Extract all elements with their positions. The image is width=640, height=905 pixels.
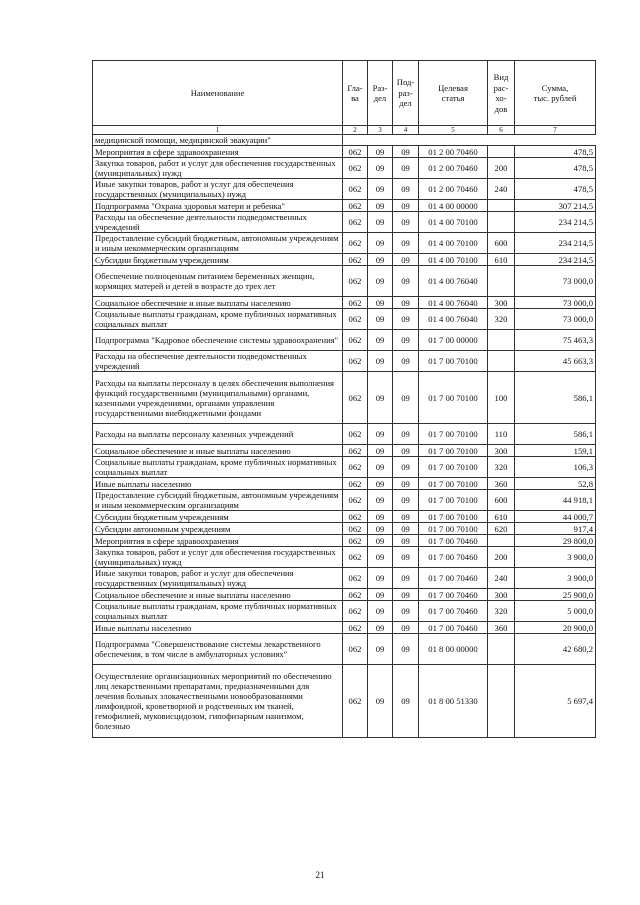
row-target: 01 4 00 70100 <box>419 212 488 233</box>
table-row <box>93 200 596 212</box>
row-target: 01 4 00 70100 <box>419 233 488 254</box>
table-row <box>93 634 596 665</box>
row-subsection: 09 <box>393 547 419 568</box>
row-subsection: 09 <box>393 589 419 601</box>
row-exptype: 600 <box>488 233 515 254</box>
row-sum: 45 663,3 <box>515 351 596 372</box>
row-target: 01 7 00 70460 <box>419 535 488 547</box>
row-name: Подпрограмма "Охрана здоровья матери и ребенка" <box>93 200 343 212</box>
row-sum: 478,5 <box>515 146 596 158</box>
row-target: 01 7 00 00000 <box>419 330 488 351</box>
header-sum-text: Сумма, тыс. рублей <box>533 82 577 103</box>
header-section <box>368 61 393 126</box>
row-exptype <box>488 330 515 351</box>
row-sum: 20 900,0 <box>515 622 596 634</box>
row-subsection: 09 <box>393 445 419 457</box>
col-index-1: 1 <box>93 126 343 135</box>
row-name: Иные выплаты населению <box>93 478 343 490</box>
row-section: 09 <box>368 309 393 330</box>
row-exptype: 620 <box>488 523 515 535</box>
header-name <box>93 61 343 126</box>
row-subsection: 09 <box>393 372 419 424</box>
row-chapter: 062 <box>343 309 368 330</box>
row-target: 01 7 00 70460 <box>419 622 488 634</box>
row-section: 09 <box>368 445 393 457</box>
row-chapter: 062 <box>343 200 368 212</box>
row-target: 01 8 00 51330 <box>419 665 488 738</box>
row-target: 01 7 00 70100 <box>419 372 488 424</box>
row-exptype <box>488 351 515 372</box>
row-sum: 42 680,2 <box>515 634 596 665</box>
row-chapter: 062 <box>343 297 368 309</box>
row-subsection: 09 <box>393 457 419 478</box>
row-sum: 52,8 <box>515 478 596 490</box>
table-row <box>93 372 596 424</box>
row-section: 09 <box>368 535 393 547</box>
row-name: Мероприятия в сфере здравоохранения <box>93 535 343 547</box>
row-section: 09 <box>368 424 393 445</box>
row-exptype: 200 <box>488 158 515 179</box>
row-exptype: 320 <box>488 457 515 478</box>
row-section: 09 <box>368 146 393 158</box>
table-row <box>93 254 596 266</box>
row-section: 09 <box>368 457 393 478</box>
header-chapter <box>343 61 368 126</box>
row-chapter: 062 <box>343 523 368 535</box>
row-sum: 3 900,0 <box>515 568 596 589</box>
row-sum: 478,5 <box>515 179 596 200</box>
table-row <box>93 665 596 738</box>
row-subsection: 09 <box>393 478 419 490</box>
row-section: 09 <box>368 330 393 351</box>
row-chapter: 062 <box>343 146 368 158</box>
row-name: Социальное обеспечение и иные выплаты населению <box>93 589 343 601</box>
row-sum: 478,5 <box>515 158 596 179</box>
row-exptype: 300 <box>488 297 515 309</box>
row-chapter: 062 <box>343 547 368 568</box>
table-row <box>93 589 596 601</box>
row-sum: 234 214,5 <box>515 212 596 233</box>
row-exptype <box>488 146 515 158</box>
header-exptype <box>488 61 515 126</box>
continuation-row <box>93 135 596 146</box>
row-section: 09 <box>368 568 393 589</box>
table-row <box>93 146 596 158</box>
table-row <box>93 547 596 568</box>
row-sum: 586,1 <box>515 424 596 445</box>
row-chapter: 062 <box>343 535 368 547</box>
col-index-6: 6 <box>488 126 515 135</box>
row-target: 01 4 00 76040 <box>419 266 488 297</box>
row-name: Расходы на обеспечение деятельности подведомственных учреждений <box>93 351 343 372</box>
col-index-2: 2 <box>343 126 368 135</box>
row-target: 01 2 00 70460 <box>419 158 488 179</box>
row-section: 09 <box>368 297 393 309</box>
row-subsection: 09 <box>393 601 419 622</box>
header-chapter-text: Гла- ва <box>347 82 363 103</box>
header-name-text: Наименование <box>190 87 245 98</box>
row-sum: 73 000,0 <box>515 309 596 330</box>
row-section: 09 <box>368 478 393 490</box>
row-section: 09 <box>368 200 393 212</box>
row-section: 09 <box>368 158 393 179</box>
table-row <box>93 568 596 589</box>
table-row <box>93 309 596 330</box>
row-chapter: 062 <box>343 212 368 233</box>
row-name: Социальные выплаты гражданам, кроме публичных нормативных социальных выплат <box>93 601 343 622</box>
row-chapter: 062 <box>343 424 368 445</box>
header-section-text: Раз- дел <box>372 82 388 103</box>
row-exptype: 610 <box>488 254 515 266</box>
row-target: 01 7 00 70460 <box>419 568 488 589</box>
row-sum: 44 000,7 <box>515 511 596 523</box>
row-exptype <box>488 200 515 212</box>
row-section: 09 <box>368 523 393 535</box>
row-exptype: 320 <box>488 601 515 622</box>
row-exptype: 320 <box>488 309 515 330</box>
col-index-7: 7 <box>515 126 596 135</box>
row-sum: 106,3 <box>515 457 596 478</box>
table-row <box>93 622 596 634</box>
row-target: 01 4 00 00000 <box>419 200 488 212</box>
row-subsection: 09 <box>393 490 419 511</box>
table-row <box>93 266 596 297</box>
row-exptype <box>488 266 515 297</box>
row-subsection: 09 <box>393 351 419 372</box>
row-target: 01 7 00 70100 <box>419 351 488 372</box>
row-section: 09 <box>368 665 393 738</box>
page-number: 21 <box>315 870 325 880</box>
row-name: Расходы на выплаты персоналу казенных учреждений <box>93 424 343 445</box>
row-exptype <box>488 212 515 233</box>
row-name: Подпрограмма "Совершенствование системы лекарственного обеспечения, в том числе в амбулаторных условиях" <box>93 634 343 665</box>
row-chapter: 062 <box>343 254 368 266</box>
table-row <box>93 212 596 233</box>
row-target: 01 7 00 70100 <box>419 457 488 478</box>
table-header-row <box>93 61 596 126</box>
row-name: Закупка товаров, работ и услуг для обеспечения государственных (муниципальных) нужд <box>93 547 343 568</box>
row-section: 09 <box>368 490 393 511</box>
row-subsection: 09 <box>393 266 419 297</box>
row-subsection: 09 <box>393 535 419 547</box>
continuation-empty <box>343 135 596 146</box>
row-name: Обеспечение полноценным питанием беременных женщин, кормящих матерей и детей в возрасте до трех лет <box>93 266 343 297</box>
document-page <box>92 60 595 738</box>
row-target: 01 4 00 70100 <box>419 254 488 266</box>
row-sum: 307 214,5 <box>515 200 596 212</box>
row-sum: 234 214,5 <box>515 254 596 266</box>
row-chapter: 062 <box>343 511 368 523</box>
table-row <box>93 424 596 445</box>
row-section: 09 <box>368 511 393 523</box>
row-target: 01 7 00 70100 <box>419 523 488 535</box>
row-sum: 44 918,1 <box>515 490 596 511</box>
row-subsection: 09 <box>393 200 419 212</box>
row-sum: 73 000,0 <box>515 297 596 309</box>
header-exptype-text: Вид рас- хо- дов <box>493 72 509 114</box>
row-sum: 29 800,0 <box>515 535 596 547</box>
budget-table <box>92 60 596 738</box>
table-row <box>93 330 596 351</box>
row-name: Социальное обеспечение и иные выплаты населению <box>93 297 343 309</box>
table-row <box>93 297 596 309</box>
row-chapter: 062 <box>343 589 368 601</box>
row-target: 01 7 00 70100 <box>419 445 488 457</box>
row-chapter: 062 <box>343 445 368 457</box>
row-chapter: 062 <box>343 457 368 478</box>
table-row <box>93 535 596 547</box>
table-row <box>93 490 596 511</box>
column-index-row <box>93 126 596 135</box>
row-name: Социальное обеспечение и иные выплаты населению <box>93 445 343 457</box>
row-exptype: 240 <box>488 568 515 589</box>
row-exptype <box>488 665 515 738</box>
row-chapter: 062 <box>343 266 368 297</box>
row-chapter: 062 <box>343 665 368 738</box>
row-target: 01 8 00 00000 <box>419 634 488 665</box>
row-chapter: 062 <box>343 330 368 351</box>
table-row <box>93 158 596 179</box>
col-index-3: 3 <box>368 126 393 135</box>
row-exptype: 610 <box>488 511 515 523</box>
row-sum: 159,1 <box>515 445 596 457</box>
col-index-4: 4 <box>393 126 419 135</box>
row-section: 09 <box>368 601 393 622</box>
row-exptype: 110 <box>488 424 515 445</box>
row-exptype <box>488 634 515 665</box>
row-subsection: 09 <box>393 511 419 523</box>
row-chapter: 062 <box>343 634 368 665</box>
row-chapter: 062 <box>343 233 368 254</box>
row-section: 09 <box>368 589 393 601</box>
row-name: Иные закупки товаров, работ и услуг для обеспечения государственных (муниципальных) нужд <box>93 179 343 200</box>
row-subsection: 09 <box>393 330 419 351</box>
row-subsection: 09 <box>393 622 419 634</box>
row-name: Предоставление субсидий бюджетным, автономным учреждениям и иным некоммерческим организациям <box>93 233 343 254</box>
row-name: Расходы на выплаты персоналу в целях обеспечения выполнения функций государственными (муниципальными) органами, казенными учреждениями, органами управления государственными внебюджетными фондами <box>93 372 343 424</box>
row-name: Подпрограмма "Кадровое обеспечение системы здравоохранения" <box>93 330 343 351</box>
table-row <box>93 601 596 622</box>
row-target: 01 7 00 70100 <box>419 478 488 490</box>
row-subsection: 09 <box>393 523 419 535</box>
row-section: 09 <box>368 547 393 568</box>
row-sum: 234 214,5 <box>515 233 596 254</box>
row-name: Субсидии бюджетным учреждениям <box>93 511 343 523</box>
row-name: Осуществление организационных мероприятий по обеспечению лиц лекарственными препаратами, предназначенными для лечения больных злокачественными новообразованиями лимфоидной, кроветворной и родственных им тканей, гемофилией, муковисцидозом, гипофизарным нанизмом, болезнью <box>93 665 343 738</box>
row-subsection: 09 <box>393 146 419 158</box>
row-chapter: 062 <box>343 601 368 622</box>
row-subsection: 09 <box>393 568 419 589</box>
row-subsection: 09 <box>393 424 419 445</box>
row-name: Социальные выплаты гражданам, кроме публичных нормативных социальных выплат <box>93 457 343 478</box>
row-section: 09 <box>368 233 393 254</box>
row-subsection: 09 <box>393 212 419 233</box>
row-exptype: 300 <box>488 589 515 601</box>
row-sum: 73 000,0 <box>515 266 596 297</box>
table-row <box>93 445 596 457</box>
row-subsection: 09 <box>393 634 419 665</box>
row-target: 01 7 00 70460 <box>419 601 488 622</box>
row-chapter: 062 <box>343 478 368 490</box>
row-target: 01 7 00 70100 <box>419 490 488 511</box>
row-section: 09 <box>368 254 393 266</box>
row-chapter: 062 <box>343 372 368 424</box>
row-chapter: 062 <box>343 490 368 511</box>
row-chapter: 062 <box>343 351 368 372</box>
row-target: 01 2 00 70460 <box>419 146 488 158</box>
row-section: 09 <box>368 622 393 634</box>
row-name: Мероприятия в сфере здравоохранения <box>93 146 343 158</box>
row-exptype: 600 <box>488 490 515 511</box>
row-subsection: 09 <box>393 297 419 309</box>
col-index-5: 5 <box>419 126 488 135</box>
row-target: 01 4 00 76040 <box>419 297 488 309</box>
continuation-text: медицинской помощи, медицинской эвакуации" <box>93 135 343 146</box>
row-exptype: 360 <box>488 478 515 490</box>
row-target: 01 2 00 70460 <box>419 179 488 200</box>
row-chapter: 062 <box>343 568 368 589</box>
row-section: 09 <box>368 351 393 372</box>
row-section: 09 <box>368 372 393 424</box>
row-exptype: 300 <box>488 445 515 457</box>
row-exptype: 240 <box>488 179 515 200</box>
header-subsection-text: Под- раз- дел <box>396 77 415 109</box>
row-subsection: 09 <box>393 254 419 266</box>
row-target: 01 7 00 70100 <box>419 511 488 523</box>
row-name: Расходы на обеспечение деятельности подведомственных учреждений <box>93 212 343 233</box>
row-name: Закупка товаров, работ и услуг для обеспечения государственных (муниципальных) нужд <box>93 158 343 179</box>
row-sum: 75 463,3 <box>515 330 596 351</box>
table-row <box>93 457 596 478</box>
row-sum: 5 697,4 <box>515 665 596 738</box>
table-row <box>93 351 596 372</box>
row-name: Субсидии автономным учреждениям <box>93 523 343 535</box>
table-row <box>93 233 596 254</box>
row-sum: 5 000,0 <box>515 601 596 622</box>
row-subsection: 09 <box>393 665 419 738</box>
row-exptype: 360 <box>488 622 515 634</box>
row-subsection: 09 <box>393 309 419 330</box>
row-sum: 3 900,0 <box>515 547 596 568</box>
row-chapter: 062 <box>343 158 368 179</box>
table-row <box>93 478 596 490</box>
row-sum: 917,4 <box>515 523 596 535</box>
row-name: Иные закупки товаров, работ и услуг для обеспечения государственных (муниципальных) нужд <box>93 568 343 589</box>
row-section: 09 <box>368 266 393 297</box>
table-row <box>93 179 596 200</box>
row-target: 01 7 00 70460 <box>419 589 488 601</box>
header-target-text: Целевая статья <box>438 82 468 103</box>
table-row <box>93 511 596 523</box>
row-chapter: 062 <box>343 622 368 634</box>
row-chapter: 062 <box>343 179 368 200</box>
row-target: 01 7 00 70460 <box>419 547 488 568</box>
row-exptype: 100 <box>488 372 515 424</box>
row-section: 09 <box>368 212 393 233</box>
row-subsection: 09 <box>393 179 419 200</box>
header-subsection <box>393 61 419 126</box>
row-sum: 25 900,0 <box>515 589 596 601</box>
row-exptype <box>488 535 515 547</box>
row-exptype: 200 <box>488 547 515 568</box>
row-name: Субсидии бюджетным учреждениям <box>93 254 343 266</box>
row-section: 09 <box>368 634 393 665</box>
row-name: Иные выплаты населению <box>93 622 343 634</box>
table-row <box>93 523 596 535</box>
header-sum <box>515 61 596 126</box>
row-target: 01 7 00 70100 <box>419 424 488 445</box>
row-name: Предоставление субсидий бюджетным, автономным учреждениям и иным некоммерческим организациям <box>93 490 343 511</box>
row-section: 09 <box>368 179 393 200</box>
row-name: Социальные выплаты гражданам, кроме публичных нормативных социальных выплат <box>93 309 343 330</box>
row-subsection: 09 <box>393 233 419 254</box>
row-subsection: 09 <box>393 158 419 179</box>
header-target <box>419 61 488 126</box>
row-sum: 586,1 <box>515 372 596 424</box>
row-target: 01 4 00 76040 <box>419 309 488 330</box>
